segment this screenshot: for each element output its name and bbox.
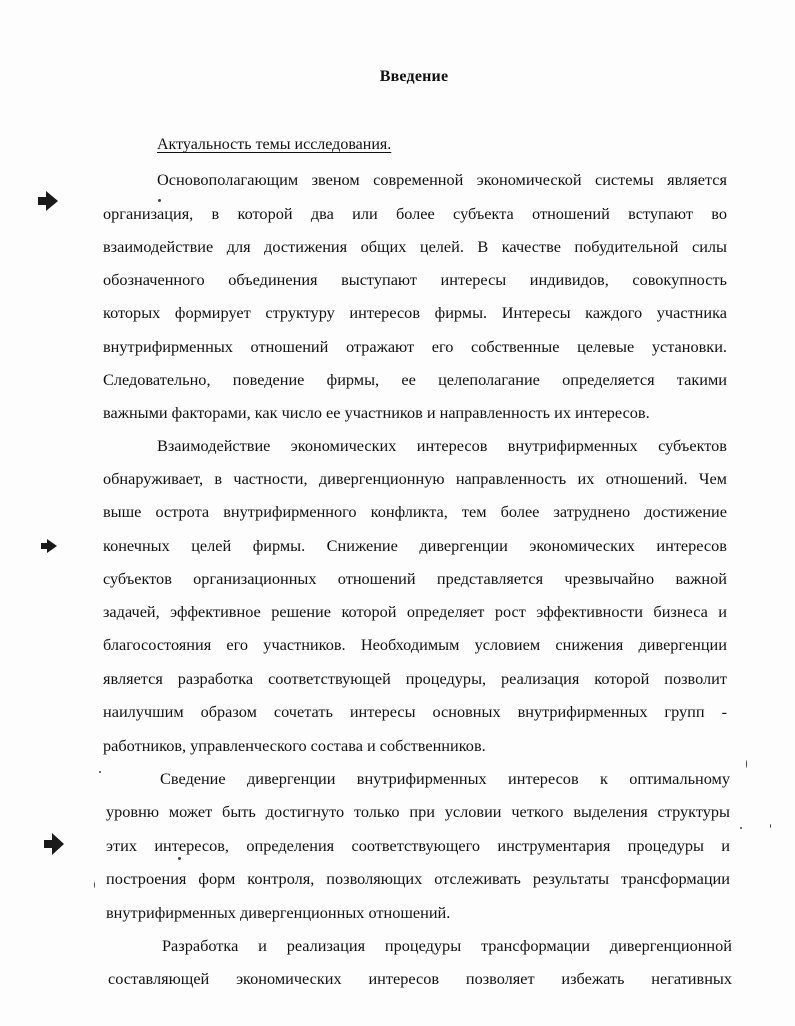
text-line: Следовательно, поведение фирмы, ее целеполагание определяется такими bbox=[103, 370, 727, 389]
text-line: Взаимодействие экономических интересов внутрифирменных субъектов bbox=[157, 436, 727, 455]
text-line: обнаруживает, в частности, дивергенционную направленность их отношений. Чем bbox=[103, 469, 727, 488]
text-line: важными факторами, как число ее участников и направленность их интересов. bbox=[103, 403, 650, 422]
text-line: составляющей экономических интересов позволяет избежать негативных bbox=[108, 969, 732, 988]
section-heading: Актуальность темы исследования. bbox=[157, 136, 392, 153]
text-line: является разработка соответствующей процедуры, реализация которой позволит bbox=[103, 669, 727, 688]
text-line: выше острота внутрифирменного конфликта, тем более затруднено достижение bbox=[103, 502, 727, 521]
text-line: внутрифирменных отношений отражают его собственные целевые установки. bbox=[103, 337, 727, 356]
text-line: задачей, эффективное решение которой определяет рост эффективности бизнеса и bbox=[103, 602, 727, 621]
text-line: наилучшим образом сочетать интересы основных внутрифирменных групп - bbox=[103, 702, 727, 721]
text-line: уровню может быть достигнуто только при условии четкого выделения структуры bbox=[106, 802, 730, 821]
text-line: Сведение дивергенции внутрифирменных интересов к оптимальному bbox=[160, 769, 730, 788]
page-title: Введение bbox=[379, 68, 449, 85]
scan-speck bbox=[770, 824, 771, 828]
text-line: благосостояния его участников. Необходимым условием снижения дивергенции bbox=[103, 635, 727, 654]
scan-speck bbox=[746, 760, 747, 768]
text-line: обозначенного объединения выступают интересы индивидов, совокупность bbox=[103, 270, 727, 289]
text-line: организация, в которой два или более субъекта отношений вступают во bbox=[103, 204, 727, 223]
scan-speck bbox=[178, 857, 181, 860]
scan-speck bbox=[94, 882, 95, 888]
text-line: взаимодействие для достижения общих целей. В качестве побудительной силы bbox=[103, 237, 727, 256]
text-line: внутрифирменных дивергенционных отношений. bbox=[106, 903, 451, 922]
text-line: этих интересов, определения соответствующего инструментария процедуры и bbox=[106, 836, 730, 855]
scan-speck bbox=[158, 199, 161, 202]
text-line: конечных целей фирмы. Снижение дивергенции экономических интересов bbox=[103, 536, 727, 555]
scan-speck bbox=[99, 771, 101, 773]
text-line: которых формирует структуру интересов фирмы. Интересы каждого участника bbox=[103, 303, 727, 322]
text-line: работников, управленческого состава и собственников. bbox=[103, 736, 486, 755]
text-line: построения форм контроля, позволяющих отслеживать результаты трансформации bbox=[106, 869, 730, 888]
scan-speck bbox=[740, 827, 742, 829]
text-line: Разработка и реализация процедуры трансформации дивергенционной bbox=[162, 936, 732, 955]
text-line: субъектов организационных отношений представляется чрезвычайно важной bbox=[103, 569, 727, 588]
text-line: Основополагающим звеном современной экономической системы является bbox=[157, 170, 727, 189]
